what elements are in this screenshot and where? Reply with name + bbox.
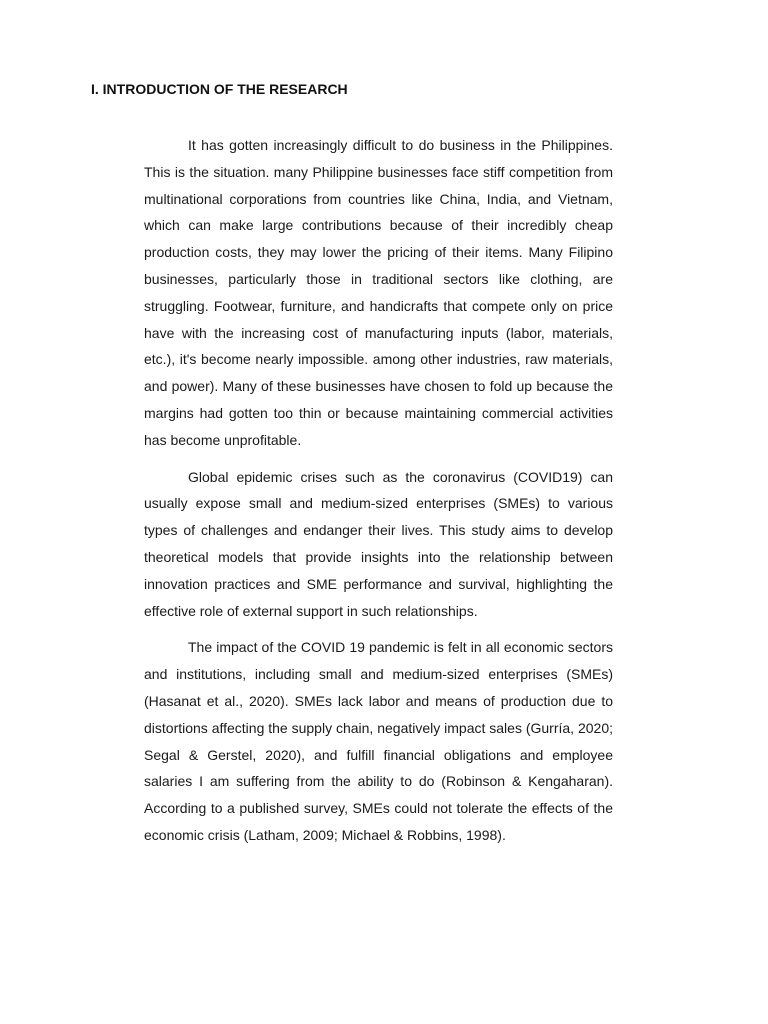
- paragraph-epidemic-crises: Global epidemic crises such as the coronavirus (COVID19) can usually expose small and medium-sized enterprises (SMEs) to various types of challenges and endanger their lives. This study aims to develop theoretical models that provide insights into the relationship between innovation practices and SME performance and survival, highlighting the effective role of external support in such relationships.: [144, 468, 613, 619]
- paragraph-covid-impact: The impact of the COVID 19 pandemic is felt in all economic sectors and institutions, including small and medium-sized enterprises (SMEs) (Hasanat et al., 2020). SMEs lack labor and means of production due to distortions affecting the supply chain, negatively impact sales (Gurría, 2020; Segal & Gerstel, 2020), and fulfill financial obligations and employee salaries I am suffering from the ability to do (Robinson & Kengaharan). According to a published survey, SMEs could not tolerate the effects of the economic crisis (Latham, 2009; Michael & Robbins, 1998).: [144, 639, 613, 843]
- document-body: [144, 132, 613, 859]
- paragraph-business-difficulty: It has gotten increasingly difficult to do business in the Philippines. This is the situation. many Philippine businesses face stiff competition from multinational corporations from countries like China, India, and Vietnam, which can make large contributions because of their incredibly cheap production costs, they may lower the pricing of their items. Many Filipino businesses, particularly those in traditional sectors like clothing, are struggling. Footwear, furniture, and handicrafts that compete only on price have with the increasing cost of manufacturing inputs (labor, materials, etc.), it's become nearly impossible. among other industries, raw materials, and power). Many of these businesses have chosen to fold up because the margins had gotten too thin or because maintaining commercial activities has become unprofitable.: [144, 137, 613, 448]
- section-heading: I. INTRODUCTION OF THE RESEARCH: [91, 81, 348, 97]
